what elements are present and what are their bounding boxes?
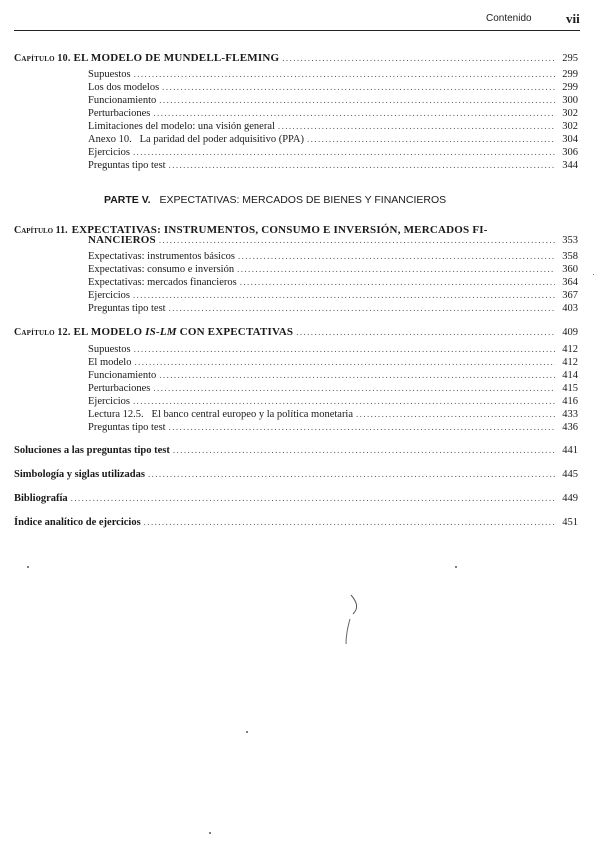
leader-dots [169,422,555,432]
toc-backmatter-solutions[interactable] [14,445,578,456]
toc-page: 302 [562,121,578,132]
chapter-title [73,326,293,338]
part-title: EXPECTATIVAS: MERCADOS DE BIENES Y FINANCIEROS [159,194,447,206]
toc-page: 412 [562,357,578,368]
toc-label: Ejercicios [88,396,130,407]
toc-entry[interactable] [88,108,578,119]
toc-entry[interactable] [88,383,578,394]
toc-page: 449 [562,493,578,504]
toc-label: Soluciones a las preguntas tipo test [14,445,170,456]
leader-dots [307,134,555,144]
toc-page: 433 [562,409,578,420]
leader-dots [356,409,555,419]
toc-entry[interactable] [88,344,578,355]
toc-page: 441 [562,445,578,456]
toc-label: Preguntas tipo test [88,422,166,433]
toc-page: 415 [562,383,578,394]
toc-entry[interactable] [88,396,578,407]
toc-entry[interactable] [88,370,578,381]
toc-page: 409 [562,327,578,338]
toc-label: Perturbaciones [88,383,151,394]
toc-chapter-10[interactable] [14,52,578,64]
scan-speck [455,566,457,568]
pencil-mark [335,592,365,648]
leader-dots [153,383,555,393]
leader-dots [133,290,555,300]
toc-page: 300 [562,95,578,106]
toc-label: Los dos modelos [88,82,160,93]
toc-page: 306 [562,147,578,158]
toc-label: Perturbaciones [88,108,151,119]
toc-entry[interactable] [88,121,578,132]
leader-dots [278,121,555,131]
leader-dots [134,344,555,354]
toc-page: 445 [562,469,578,480]
leader-dots [133,147,555,157]
leader-dots [237,264,555,274]
toc-page: 416 [562,396,578,407]
toc-label: Expectativas: consumo e inversión [88,264,235,275]
toc-label: Supuestos [88,69,131,80]
toc-entry[interactable] [88,134,578,145]
scan-speck [27,566,29,568]
toc-chapter-12[interactable] [14,326,578,338]
toc-page: 367 [562,290,578,301]
leader-dots [159,95,555,105]
toc-label: Preguntas tipo test [88,160,166,171]
toc-entry[interactable] [88,147,578,158]
toc-label: Bibliografía [14,493,68,504]
toc-entry[interactable] [88,82,578,93]
toc-page: 360 [562,264,578,275]
toc-entry[interactable] [88,422,578,433]
leader-dots [282,53,555,63]
leader-dots [148,469,555,479]
toc-page: 299 [562,69,578,80]
toc-page: 302 [562,108,578,119]
toc-backmatter-symbols[interactable] [14,469,578,480]
toc-label: Expectativas: mercados financieros [88,277,237,288]
toc-entry[interactable] [88,290,578,301]
chapter-title-part: EL MODELO [73,326,146,338]
scan-speck [593,274,594,275]
leader-dots [296,327,555,337]
toc-label: Simbología y siglas utilizadas [14,469,145,480]
leader-dots [134,69,555,79]
header-rule [14,30,580,31]
toc-entry[interactable] [88,160,578,171]
chapter-title-part: CON EXPECTATIVAS [176,326,294,338]
toc-page: 364 [562,277,578,288]
toc-backmatter-index[interactable] [14,517,578,528]
toc-label: Preguntas tipo test [88,303,166,314]
scan-speck [209,832,211,834]
part-number: PARTE V. [104,194,151,206]
toc-entry[interactable] [88,95,578,106]
toc-chapter-11[interactable] [88,234,578,246]
toc-label: Lectura 12.5. El banco central europeo y la política monetaria [88,409,354,420]
toc-backmatter-bibliography[interactable] [14,493,578,504]
toc-entry[interactable] [88,303,578,314]
toc-page: 304 [562,134,578,145]
toc-entry[interactable] [88,357,578,368]
toc-entry[interactable] [88,277,578,288]
leader-dots [134,357,555,367]
chapter-title-emphasis: IS-LM [145,326,177,338]
toc-entry[interactable] [88,264,578,275]
toc-label: Funcionamiento [88,95,157,106]
chapter-title: EXPECTATIVAS: INSTRUMENTOS, CONSUMO E INVERSIÓN, MERCADOS FI- [71,224,488,236]
leader-dots [162,82,555,92]
toc-page: 451 [562,517,578,528]
part-heading [104,194,446,206]
leader-dots [159,370,555,380]
chapter-title-cont: NANCIEROS [88,234,156,246]
toc-page: 295 [562,53,578,64]
toc-page: 414 [562,370,578,381]
toc-label: Limitaciones del modelo: una visión general [88,121,275,132]
toc-label: Expectativas: instrumentos básicos [88,251,235,262]
scan-speck [246,731,248,733]
toc-page: 358 [562,251,578,262]
page-number: vii [566,11,580,26]
toc-page: 353 [562,235,578,246]
toc-label: Índice analítico de ejercicios [14,517,141,528]
leader-dots [159,235,555,245]
leader-dots [173,445,555,455]
toc-page: 344 [562,160,578,171]
leader-dots [71,493,555,503]
leader-dots [153,108,555,118]
leader-dots [169,303,555,313]
toc-page: 412 [562,344,578,355]
leader-dots [238,251,555,261]
chapter-number: Capítulo 11. [14,225,68,236]
leader-dots [169,160,555,170]
toc-label: Funcionamiento [88,370,157,381]
toc-label: Supuestos [88,344,131,355]
chapter-title: EL MODELO DE MUNDELL-FLEMING [73,52,280,64]
toc-label: Ejercicios [88,147,130,158]
toc-label: Ejercicios [88,290,130,301]
chapter-number: Capítulo 10. [14,53,71,64]
toc-page: 299 [562,82,578,93]
chapter-number: Capítulo 12. [14,327,71,338]
toc-label: El modelo [88,357,132,368]
toc-entry[interactable] [88,409,578,420]
toc-page: 403 [562,303,578,314]
leader-dots [240,277,555,287]
toc-label: Anexo 10. La paridad del poder adquisitivo (PPA) [88,134,304,145]
toc-page: 436 [562,422,578,433]
leader-dots [133,396,555,406]
running-header: Contenido [486,13,532,24]
leader-dots [144,517,555,527]
toc-entry[interactable] [88,69,578,80]
toc-entry[interactable] [88,251,578,262]
